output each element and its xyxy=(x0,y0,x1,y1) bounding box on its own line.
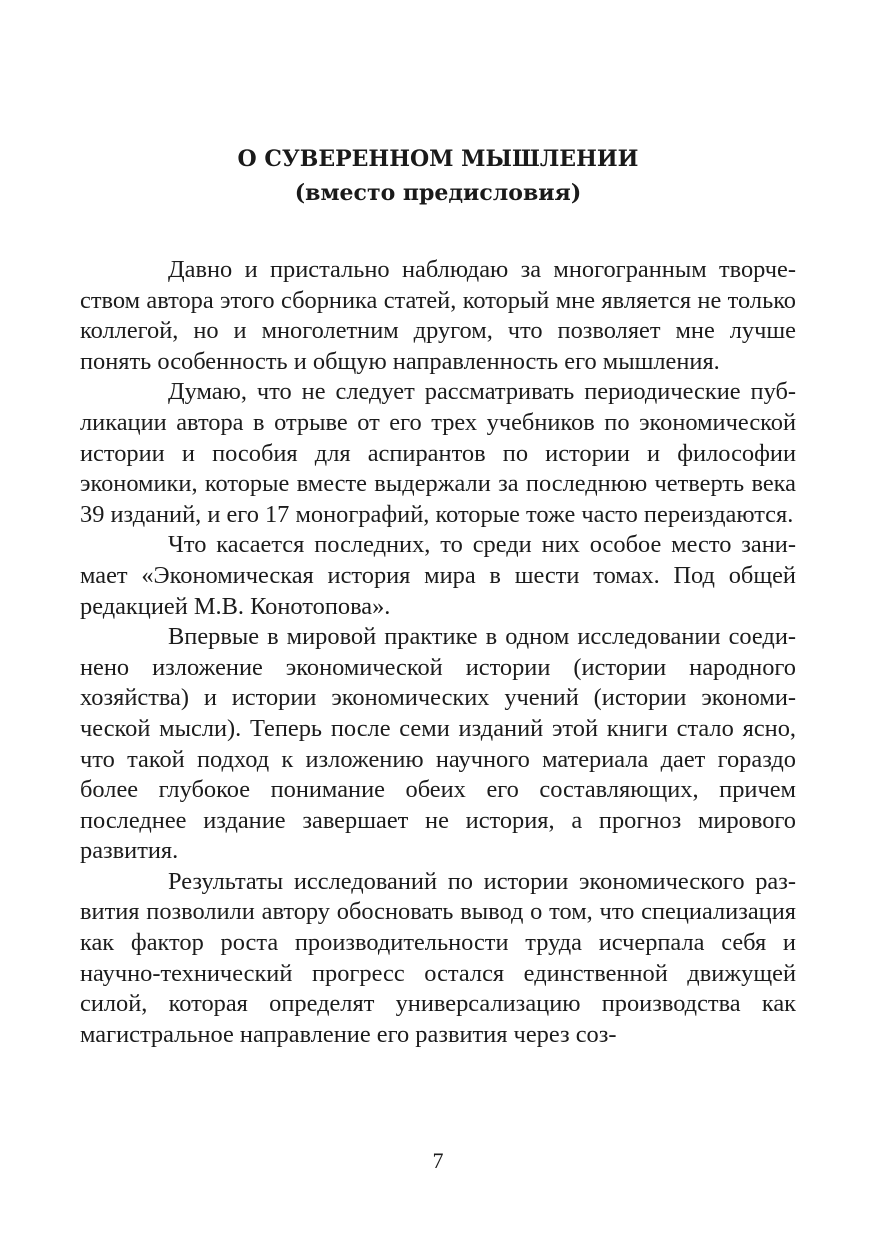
paragraph-3: Что касается последних, то среди них особое место занимает «Экономическая история мира в шести томах. Под общей редакцией М.В. Конотопова». xyxy=(80,531,796,620)
body-text xyxy=(80,255,796,1050)
chapter-heading xyxy=(80,142,796,210)
chapter-title: О СУВЕРЕННОМ МЫШЛЕНИИ xyxy=(237,146,639,172)
paragraph-2: Думаю, что не следует рассматривать периодические публикации автора в отрыве от его трех учебников по экономической истории и пособия для аспирантов по истории и философии экономики, которые вместе выдержали за последнюю четверть века 39 изданий, и его 17 монографий, которые тоже часто переиздаются. xyxy=(80,378,796,528)
paragraph-4: Впервые в мировой практике в одном исследовании соединено изложение экономической истории (истории народного хозяйства) и истории экономических учений (истории экономической мысли). Теперь после семи изданий этой книги стало ясно, что такой подход к изложению научного материала дает гораздо более глубокое понимание обеих его составляющих, причем последнее издание завершает не история, а прогноз мирового развития. xyxy=(80,623,796,865)
paragraph-1: Давно и пристально наблюдаю за многогранным творчеством автора этого сборника статей, который мне является не только коллегой, но и многолетним другом, что позволяет мне лучше понять особенность и общую направленность его мышления. xyxy=(80,256,796,375)
paragraph-5: Результаты исследований по истории экономического развития позволили автору обосновать вывод о том, что специализация как фактор роста производительности труда исчерпала себя и научно-технический прогресс остался единственной движущей силой, которая определят универсализацию производства как магистральное направление его развития через соз- xyxy=(80,867,796,1048)
page-number: 7 xyxy=(432,1148,444,1173)
chapter-subtitle: (вместо предисловия) xyxy=(294,180,582,206)
